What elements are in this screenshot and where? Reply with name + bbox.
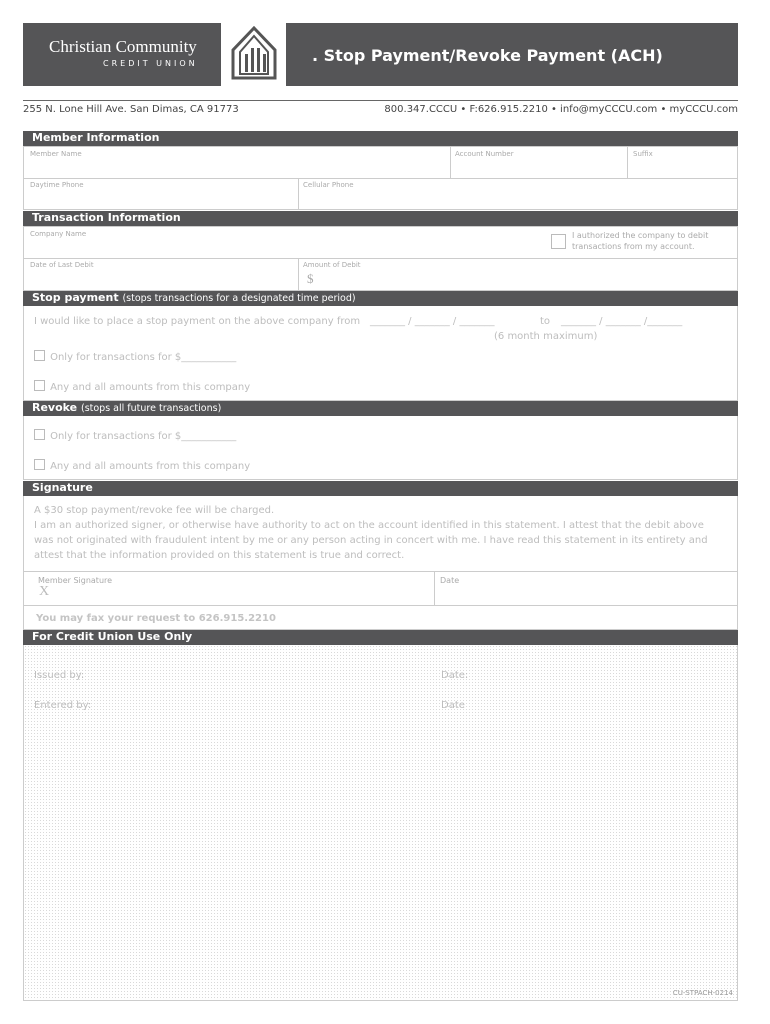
revoke-title: Revoke [32,401,78,414]
revoke-only-for-checkbox[interactable] [34,429,45,440]
stop-payment-box [23,306,738,401]
company-name-field[interactable]: Company Name [30,230,87,238]
divider [450,147,451,178]
stop-payment-heading [23,291,738,306]
member-signature-field[interactable]: Member Signature [38,576,113,585]
dollar-sign: $ [307,271,314,286]
divider [298,258,299,290]
last-debit-date-field[interactable]: Date of Last Debit [30,261,94,269]
address: 255 N. Lone Hill Ave. San Dimas, CA 91773 [23,104,239,115]
cellular-phone-field[interactable]: Cellular Phone [303,181,354,189]
header-rule [23,100,738,101]
form-code: CU-STPACH-0214 [672,989,733,997]
logo-name: Christian Community [49,37,197,56]
revoke-only-for-row [34,424,236,443]
fax-note: You may fax your request to 626.915.2210 [36,613,276,624]
cu-use-heading: For Credit Union Use Only [23,630,738,645]
divider [627,147,628,178]
max-note: (6 month maximum) [494,331,598,342]
stop-only-for-label: Only for transactions for $___________ [50,352,237,363]
stop-payment-subtitle: (stops transactions for a designated time period) [122,293,356,304]
fee-text: A $30 stop payment/revoke fee will be charged. [34,505,275,516]
authorized-text-2: transactions from my account. [572,242,695,251]
logo-icon [231,26,277,81]
logo-sub: CREDIT UNION [103,59,198,68]
revoke-only-for-label: Only for transactions for $___________ [50,431,237,442]
date-to-field[interactable]: _______ / _______ /_______ [561,316,683,327]
revoke-box [23,416,738,480]
member-info-heading: Member Information [23,131,738,146]
stop-any-all-checkbox[interactable] [34,380,45,391]
suffix-field[interactable]: Suffix [633,150,653,158]
issued-date-label: Date: [441,670,469,681]
attest-line-1: I am an authorized signer, or otherwise have authority to act on the account identified in this statement. I attest that the debit above [34,520,704,531]
logo-block [23,23,221,86]
date-from-field[interactable]: _______ / _______ / _______ [370,316,495,327]
to-label: to [540,316,551,327]
divider [24,605,737,606]
issued-by-label: Issued by: [34,670,85,681]
attest-line-2: was not originated with fraudulent intent by me or any person acting in concert with me. I have read this statement in its entirety and [34,535,708,546]
stop-any-all-label: Any and all amounts from this company [50,382,251,393]
revoke-any-all-checkbox[interactable] [34,459,45,470]
divider [24,258,737,259]
revoke-subtitle: (stops all future transactions) [80,403,222,414]
account-number-field[interactable]: Account Number [455,150,514,158]
signature-x-mark: X [39,584,50,599]
stop-sentence: I would like to place a stop payment on the above company from [34,316,361,327]
divider [24,571,737,572]
transaction-info-box [23,226,738,291]
member-name-field[interactable]: Member Name [30,150,82,158]
revoke-heading [23,401,738,416]
signature-date-field[interactable]: Date [440,576,460,585]
cu-use-box [23,645,738,1001]
page-title: . Stop Payment/Revoke Payment (ACH) [312,46,663,65]
entered-date-label: Date [441,700,465,711]
signature-box [23,496,738,630]
amount-of-debit-field[interactable]: Amount of Debit [303,261,361,269]
member-info-box [23,146,738,210]
stop-only-for-checkbox[interactable] [34,350,45,361]
daytime-phone-field[interactable]: Daytime Phone [30,181,84,189]
entered-by-label: Entered by: [34,700,92,711]
divider [298,178,299,209]
authorized-checkbox[interactable] [551,234,566,249]
revoke-any-all-row [34,454,250,473]
divider [434,571,435,605]
stop-only-for-row [34,345,236,364]
signature-heading: Signature [23,481,738,496]
revoke-any-all-label: Any and all amounts from this company [50,461,251,472]
divider [24,178,737,179]
title-banner [286,23,738,86]
authorized-text-1: I authorized the company to debit [572,231,709,240]
transaction-info-heading: Transaction Information [23,211,738,226]
contact-line: 800.347.CCCU • F:626.915.2210 • info@myCCCU.com • myCCCU.com [384,104,738,115]
stop-any-all-row [34,375,250,394]
stop-payment-title: Stop payment [32,291,119,304]
attest-line-3: attest that the information provided on this statement is true and correct. [34,550,405,561]
